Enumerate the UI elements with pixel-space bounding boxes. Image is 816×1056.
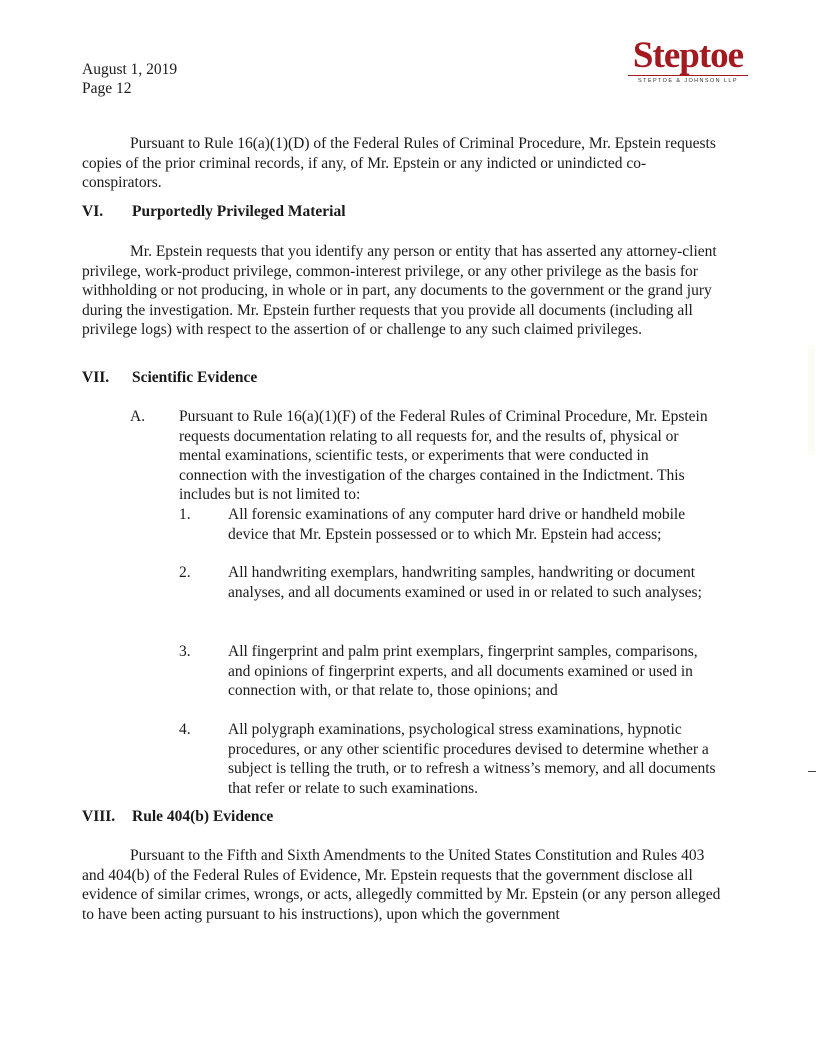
list-item (179, 505, 719, 544)
scan-edge-shade (808, 345, 814, 455)
list-item (179, 642, 719, 701)
section-number: VIII. (82, 808, 116, 825)
list-item-number: 2. (179, 564, 191, 581)
section-title: Rule 404(b) Evidence (132, 808, 274, 825)
section-heading-vi (82, 203, 346, 221)
intro-paragraph: Pursuant to Rule 16(a)(1)(D) of the Federal Rules of Criminal Procedure, Mr. Epstein requests copies of the prior criminal records, if any, of Mr. Epstein or any indicted or unindicted co-conspirators. (82, 135, 716, 192)
subsection-a (130, 407, 720, 505)
list-item (179, 563, 719, 602)
logo-firm-name: STEPTOE & JOHNSON LLP (628, 75, 748, 84)
section-viii-paragraph: Pursuant to the Fifth and Sixth Amendments to the United States Constitution and Rules 403 and 404(b) of the Federal Rules of Evidence, Mr. Epstein requests that the government disclose all evidence of similar crimes, wrongs, or acts, allegedly committed by Mr. Epstein (or any person alleged to have been acting pursuant to his instructions), upon which the government (82, 847, 721, 923)
scan-edge-mark (808, 771, 816, 772)
letter-date: August 1, 2019 (82, 61, 178, 78)
section-title: Purportedly Privileged Material (132, 203, 346, 220)
section-heading-vii (82, 369, 257, 387)
list-item-number: 4. (179, 721, 191, 738)
list-item-number: 3. (179, 643, 191, 660)
list-item-text: All fingerprint and palm print exemplars, fingerprint samples, comparisons, and opinions of fingerprint experts, and all documents examined or used in connection with, or that relate to, those opinions; and (228, 643, 698, 700)
list-item (179, 720, 719, 798)
page-number: Page 12 (82, 80, 132, 97)
section-number: VI. (82, 203, 104, 220)
firm-logo (628, 35, 748, 84)
list-item-number: 1. (179, 506, 191, 523)
section-number: VII. (82, 369, 110, 386)
logo-wordmark: Steptoe (632, 35, 744, 76)
list-item-text: All handwriting exemplars, handwriting samples, handwriting or document analyses, and all documents examined or used in or related to such analyses; (228, 564, 702, 601)
subsection-text: Pursuant to Rule 16(a)(1)(F) of the Federal Rules of Criminal Procedure, Mr. Epstein requests documentation relating to all requests for, and the results of, physical or mental examinations, scientific tests, or experiments that were conducted in connection with the investigation of the charges contained in the Indictment. This includes but is not limited to: (179, 408, 708, 504)
letter-header (82, 60, 177, 98)
section-heading-viii (82, 808, 273, 826)
section-vi-paragraph: Mr. Epstein requests that you identify any person or entity that has asserted any attorney-client privilege, work-product privilege, common-interest privilege, or any other privilege as the basis for withholding or not producing, in whole or in part, any documents to the government or the grand jury during the investigation. Mr. Epstein further requests that you provide all documents (including all privilege logs) with respect to the assertion of or challenge to any such claimed privileges. (82, 243, 717, 339)
list-item-text: All polygraph examinations, psychological stress examinations, hypnotic procedures, or any other scientific procedures devised to determine whether a subject is telling the truth, or to refresh a witness’s memory, and all documents that refer or relate to such examinations. (228, 721, 716, 797)
subsection-mark: A. (130, 408, 146, 425)
section-title: Scientific Evidence (132, 369, 258, 386)
list-item-text: All forensic examinations of any computer hard drive or handheld mobile device that Mr. Epstein possessed or to which Mr. Epstein had access; (228, 506, 686, 543)
